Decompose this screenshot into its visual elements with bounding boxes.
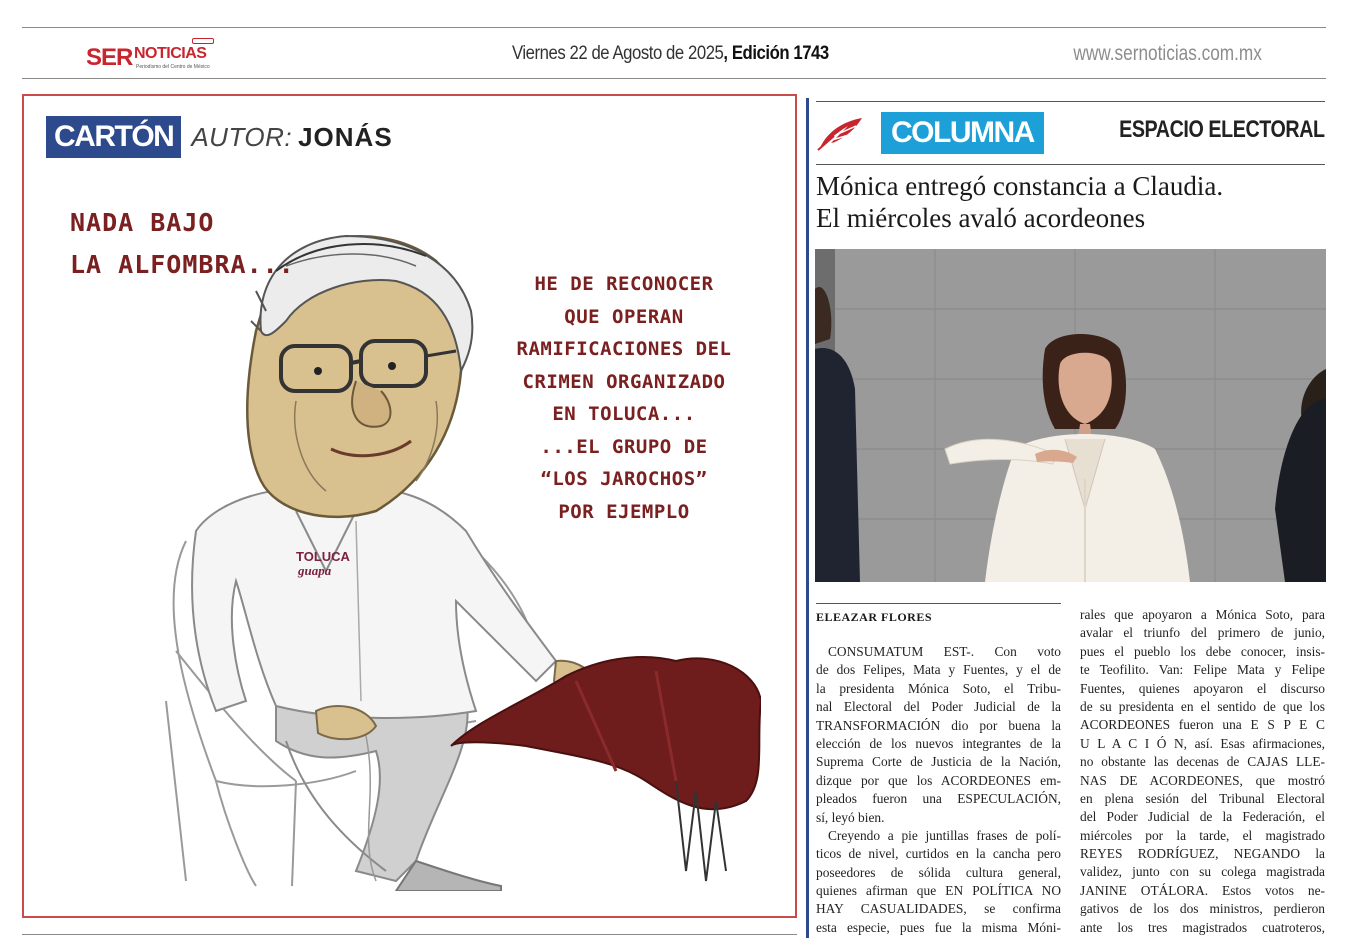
- text-line: esta especie, pues fue la misma Móni-: [816, 919, 1061, 935]
- cartoon-title-line: LA ALFOMBRA...: [70, 250, 295, 279]
- text-line: en plena sesión del Tribunal Electoral: [1080, 790, 1325, 806]
- shirt-logo-top: TOLUCA: [296, 549, 350, 564]
- text-line: del Poder Judicial de la Federación, el: [1080, 809, 1325, 825]
- sernoticias-logo[interactable]: [86, 42, 226, 72]
- text-line: miércoles por la tarde, el magistrado: [1080, 827, 1325, 843]
- column-header-rule: [816, 164, 1325, 165]
- text-line: te Teofilito. Van: Felipe Mata y Felipe: [1080, 662, 1325, 678]
- text-line: de su presidenta en el sentido de que los: [1080, 698, 1325, 714]
- text-line: Creyendo a pie juntillas frases de polí-: [828, 827, 1061, 843]
- speech-line: RAMIFICACIONES DEL: [516, 338, 732, 360]
- text-line: JANINE OTÁLORA. Estos votos ne-: [1080, 882, 1325, 898]
- cartoon-title: [70, 202, 295, 286]
- article-photo: [815, 249, 1326, 582]
- speech-line: CRIMEN ORGANIZADO: [522, 370, 726, 393]
- speech-line: POR EJEMPLO: [558, 500, 690, 523]
- text-line: elección de los nuevos integrantes de la: [816, 735, 1061, 751]
- logo-badge-icon: [192, 38, 214, 44]
- carton-label: CARTÓN: [46, 116, 181, 158]
- text-line: U L A C I Ó N, así. Esas afirmaciones,: [1080, 735, 1325, 751]
- masthead-bottom-rule: [22, 78, 1326, 79]
- logo-tagline: Periodismo del Centro de México: [136, 64, 210, 70]
- text-line: nal Electoral del Poder Judicial de la: [816, 699, 1061, 715]
- text-line: ante los tres magistrados cuatroteros,: [1080, 919, 1325, 935]
- carton-header: [46, 116, 393, 158]
- text-line: NAS DE ACORDEONES, que mostró: [1080, 772, 1325, 788]
- text-line: gativos de los dos ministros, perdieron: [1080, 901, 1325, 917]
- carton-panel: [22, 94, 797, 918]
- article-column-2: [1080, 606, 1325, 937]
- text-line: sí, leyó bien.: [816, 809, 885, 825]
- text-line: la presidenta Mónica Soto, el Tribu-: [816, 680, 1061, 696]
- headline-line: Mónica entregó constancia a Claudia.: [816, 171, 1224, 201]
- section-name: ESPACIO ELECTORAL: [1119, 116, 1325, 143]
- text-line: poseedores de sólida cultura general,: [816, 864, 1061, 880]
- text-line: pleados fueron una ESPECULACIÓN,: [816, 791, 1061, 807]
- masthead: [22, 28, 1326, 78]
- logo-ser: SER: [86, 44, 133, 71]
- columna-label: COLUMNA: [881, 112, 1044, 154]
- issue-date: Viernes 22 de Agosto de 2025: [512, 43, 724, 64]
- dateline: [512, 43, 829, 65]
- speech-line: ...EL GRUPO DE: [540, 435, 708, 458]
- column-header: [816, 110, 1325, 156]
- text-line: ticos de nivel, curtidos en la cancha pero: [816, 846, 1061, 862]
- carton-bottom-rule: [22, 934, 797, 935]
- article-headline[interactable]: [816, 170, 1325, 234]
- text-line: Fuentes, quienes apoyaron el discurso: [1080, 680, 1325, 696]
- column-top-rule: [816, 101, 1325, 102]
- carpet-drawing: [451, 657, 761, 809]
- edition-number: , Edición 1743: [723, 43, 829, 64]
- byline-rule: [816, 603, 1061, 604]
- article-column-1: [816, 643, 1061, 937]
- headline-line: El miércoles avaló acordeones: [816, 203, 1146, 233]
- article-byline: ELEAZAR FLORES: [816, 610, 933, 624]
- text-line: ACORDEONES fueron una E S P E C: [1080, 717, 1325, 733]
- shirt-logo-bottom: guapa: [298, 563, 332, 578]
- quill-icon: [816, 114, 866, 152]
- column-separator: [806, 98, 809, 938]
- logo-noticias: NOTICIAS: [134, 45, 207, 62]
- text-line: no obstante las decenas de CAJAS LLE-: [1080, 754, 1325, 770]
- speech-line: EN TOLUCA...: [552, 403, 696, 425]
- text-line: quienes afirman que EN POLÍTICA NO: [816, 883, 1061, 899]
- text-line: validez, junto con su colega magistrada: [1080, 864, 1325, 880]
- cartoon-title-line: NADA BAJO: [70, 208, 215, 237]
- speech-line: “LOS JAROCHOS”: [540, 468, 708, 490]
- speech-line: QUE OPERAN: [564, 305, 684, 328]
- website-url[interactable]: www.sernoticias.com.mx: [1073, 42, 1262, 65]
- text-line: CONSUMATUM EST-. Con voto: [828, 644, 1061, 659]
- text-line: Suprema Corte de Justicia de la Nación,: [816, 754, 1061, 770]
- text-line: avalar el triunfo del primero de junio,: [1080, 625, 1325, 641]
- author-prefix: AUTOR:: [191, 122, 293, 152]
- text-line: pues el pueblo los debe conocer, insis-: [1080, 643, 1325, 659]
- cartoon-speech: [494, 268, 754, 528]
- text-line: HAY CASUALIDADES, se confirma: [816, 901, 1061, 917]
- text-line: rales que apoyaron a Mónica Soto, para: [1080, 607, 1325, 622]
- author-name: JONÁS: [298, 122, 393, 152]
- text-line: TRANSFORMACIÓN dio por buena la: [816, 717, 1061, 733]
- text-line: de dos Felipes, Mata y Fuentes, y el de: [816, 662, 1061, 678]
- speech-line: HE DE RECONOCER: [534, 273, 714, 295]
- text-line: dizque por que los ACORDEONES em-: [816, 772, 1061, 788]
- text-line: REYES RODRÍGUEZ, NEGANDO la: [1080, 846, 1325, 862]
